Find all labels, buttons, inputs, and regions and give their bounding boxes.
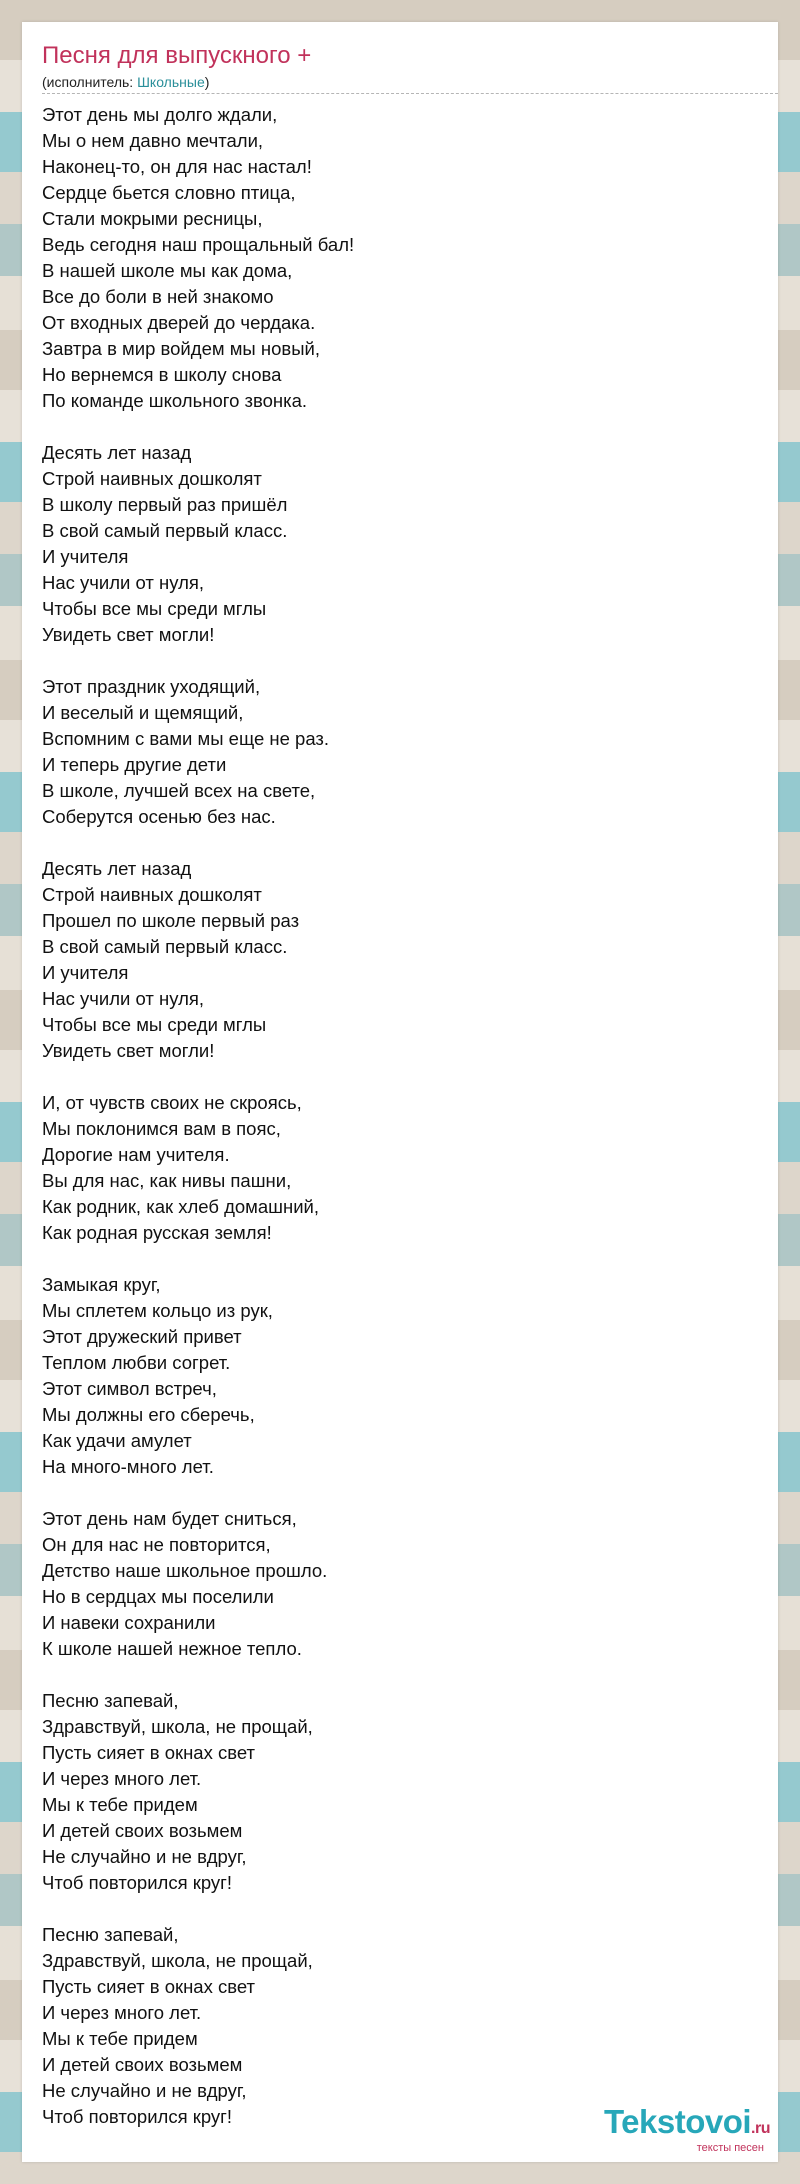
lyrics-line: Этот праздник уходящий, [42, 676, 261, 697]
lyrics-line: Вспомним с вами мы еще не раз. [42, 728, 330, 749]
lyrics-stanza [42, 440, 762, 648]
lyrics-line: Но в сердцах мы поселили [42, 1586, 274, 1607]
lyrics-line: Прошел по школе первый раз [42, 910, 300, 931]
lyrics-line: Здравствуй, школа, не прощай, [42, 1950, 313, 1971]
lyrics-line: Он для нас не повторится, [42, 1534, 271, 1555]
site-logo[interactable] [604, 2105, 770, 2154]
lyrics-stanza [42, 856, 762, 1064]
logo-wordmark: Tekstovoi [603, 2103, 752, 2140]
title-divider [42, 93, 778, 94]
logo-domain: .ru [751, 2120, 770, 2137]
lyrics-line: Строй наивных дошколят [42, 468, 262, 489]
lyrics-line: Пусть сияет в окнах свет [42, 1976, 255, 1997]
lyrics-line: И детей своих возьмем [42, 1820, 243, 1841]
lyrics-line: Здравствуй, школа, не прощай, [42, 1716, 313, 1737]
lyrics-line: И учителя [42, 962, 129, 983]
lyrics-line: Мы поклонимся вам в пояс, [42, 1118, 281, 1139]
artist-suffix: ) [204, 74, 210, 90]
lyrics-line: Этот символ встреч, [42, 1378, 217, 1399]
lyrics-line: Как родная русская земля! [42, 1222, 272, 1243]
lyrics-line: Этот дружеский привет [42, 1326, 242, 1347]
lyrics-line: И детей своих возьмем [42, 2054, 243, 2075]
lyrics-line: В школу первый раз пришёл [42, 494, 288, 515]
lyrics-line: В свой самый первый класс. [42, 520, 288, 541]
lyrics-line: Дорогие нам учителя. [42, 1144, 230, 1165]
lyrics-line: Увидеть свет могли! [42, 1040, 215, 1061]
lyrics-line: Мы сплетем кольцо из рук, [42, 1300, 273, 1321]
lyrics-line: Чтоб повторился круг! [42, 1872, 233, 1893]
lyrics-line: Этот день мы долго ждали, [42, 104, 278, 125]
lyrics-stanza [42, 1272, 762, 1480]
page-title: Песня для выпускного + [42, 42, 312, 69]
artist-link[interactable]: Школьные [137, 74, 205, 90]
lyrics-line: И через много лет. [42, 2002, 202, 2023]
lyrics-line: И учителя [42, 546, 129, 567]
lyrics-line: Детство наше школьное прошло. [42, 1560, 328, 1581]
lyrics-line: И веселый и щемящий, [42, 702, 244, 723]
lyrics-line: Но вернемся в школу снова [42, 364, 282, 385]
lyrics-line: Мы должны его сберечь, [42, 1404, 255, 1425]
lyrics-line: В школе, лучшей всех на свете, [42, 780, 316, 801]
lyrics-stanza [42, 1506, 762, 1662]
lyrics-line: Не случайно и не вдруг, [42, 2080, 247, 2101]
lyrics-line: По команде школьного звонка. [42, 390, 308, 411]
lyrics-line: Этот день нам будет сниться, [42, 1508, 297, 1529]
lyrics-line: Как родник, как хлеб домашний, [42, 1196, 320, 1217]
lyrics-line: Строй наивных дошколят [42, 884, 262, 905]
lyrics-stanza [42, 102, 762, 414]
lyrics-line: В свой самый первый класс. [42, 936, 288, 957]
lyrics-line: И, от чувств своих не скроясь, [42, 1092, 302, 1113]
lyrics-line: К школе нашей нежное тепло. [42, 1638, 302, 1659]
lyrics-line: Завтра в мир войдем мы новый, [42, 338, 320, 359]
lyrics-line: Мы о нем давно мечтали, [42, 130, 264, 151]
lyrics-line: Мы к тебе придем [42, 1794, 198, 1815]
lyrics-line: Пусть сияет в окнах свет [42, 1742, 255, 1763]
lyrics-line: Замыкая круг, [42, 1274, 161, 1295]
lyrics-line: Мы к тебе придем [42, 2028, 198, 2049]
lyrics-line: Сердце бьется словно птица, [42, 182, 296, 203]
lyrics-line: Нас учили от нуля, [42, 572, 205, 593]
lyrics-line: И навеки сохранили [42, 1612, 216, 1633]
lyrics-line: Все до боли в ней знакомо [42, 286, 274, 307]
lyrics-line: Чтобы все мы среди мглы [42, 1014, 267, 1035]
lyrics-line: Чтобы все мы среди мглы [42, 598, 267, 619]
lyrics-card [22, 22, 778, 2162]
lyrics-stanza [42, 1090, 762, 1246]
lyrics-line: Соберутся осенью без нас. [42, 806, 276, 827]
lyrics-text [42, 102, 762, 2156]
lyrics-line: Десять лет назад [42, 858, 192, 879]
lyrics-line: От входных дверей до чердака. [42, 312, 316, 333]
lyrics-line: И через много лет. [42, 1768, 202, 1789]
lyrics-line: Как удачи амулет [42, 1430, 192, 1451]
lyrics-line: Не случайно и не вдруг, [42, 1846, 247, 1867]
lyrics-stanza [42, 1688, 762, 1896]
lyrics-line: В нашей школе мы как дома, [42, 260, 293, 281]
lyrics-line: Чтоб повторился круг! [42, 2106, 233, 2127]
lyrics-stanza [42, 1922, 762, 2130]
lyrics-line: Вы для нас, как нивы пашни, [42, 1170, 292, 1191]
lyrics-line: Ведь сегодня наш прощальный бал! [42, 234, 355, 255]
lyrics-line: И теперь другие дети [42, 754, 227, 775]
artist-prefix: (исполнитель: [42, 74, 138, 90]
lyrics-line: Песню запевай, [42, 1924, 179, 1945]
lyrics-line: На много-много лет. [42, 1456, 214, 1477]
logo-tagline: тексты песен [696, 2142, 764, 2154]
lyrics-line: Песню запевай, [42, 1690, 179, 1711]
artist-line [42, 74, 209, 90]
lyrics-line: Десять лет назад [42, 442, 192, 463]
lyrics-line: Наконец-то, он для нас настал! [42, 156, 312, 177]
lyrics-line: Стали мокрыми ресницы, [42, 208, 263, 229]
lyrics-line: Нас учили от нуля, [42, 988, 205, 1009]
lyrics-stanza [42, 674, 762, 830]
lyrics-line: Увидеть свет могли! [42, 624, 215, 645]
lyrics-line: Теплом любви согрет. [42, 1352, 231, 1373]
